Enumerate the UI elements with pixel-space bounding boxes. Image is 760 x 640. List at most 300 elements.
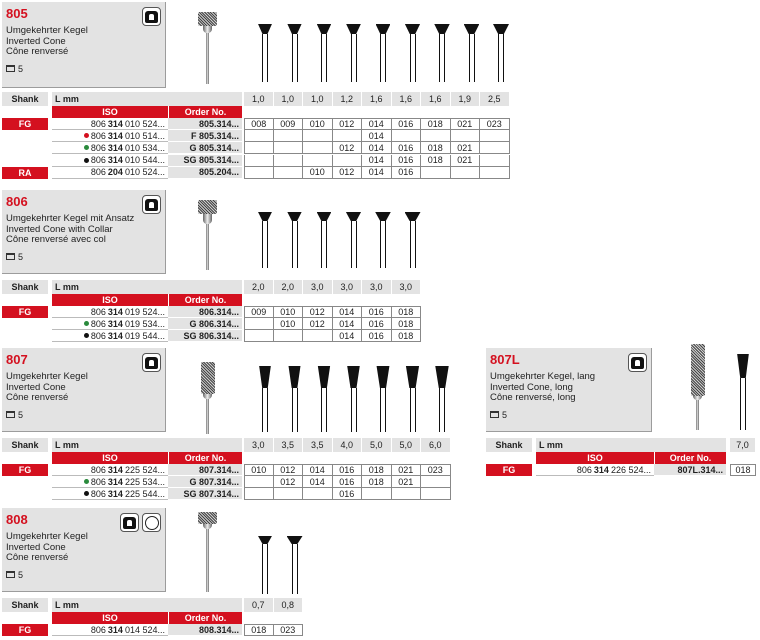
order-header: Order No. [168,106,242,118]
size-figure-icon [286,536,304,594]
figure-stem [321,34,327,82]
order-number: G 806.314... [168,318,242,330]
iso-part: 014 524... [124,624,165,635]
size-cell: 012 [333,142,363,154]
figure-tip [287,366,301,388]
figure-tip [346,366,361,388]
size-cell: 010 [303,118,333,130]
length-header: L mm [52,598,242,612]
size-cell [421,167,451,179]
length-value: 1,6 [392,92,422,106]
figure-tip [405,24,420,34]
iso-part: 806 [90,167,106,178]
figure-stem [351,34,357,82]
iso-part: 010 534... [124,142,165,153]
shank-type: FG [486,464,532,476]
package-icon [6,571,15,578]
size-cell: 018 [392,318,422,330]
handpiece-shape [145,357,158,369]
size-cell: 012 [333,118,363,130]
size-cell: 018 [392,330,422,342]
size-cell: 018 [421,118,451,130]
description-line: Umgekehrter Kegel [6,531,88,542]
size-cell: 010 [274,306,304,318]
product-number: 808 [6,512,28,527]
shank-header: Shank [2,438,48,452]
length-value: 3,5 [274,438,304,452]
figure-tip [375,366,390,388]
size-cell: 014 [362,118,392,130]
size-cell [333,130,363,142]
shank-header: Shank [486,438,532,452]
size-figure-icon [404,212,422,268]
size-cell: 018 [362,476,392,488]
size-cell: 021 [451,118,481,130]
product-description [490,372,595,404]
description-line: Cône renversé avec col [6,234,106,245]
bur-neck [203,26,212,33]
length-value: 5,0 [392,438,422,452]
size-cell [421,488,451,500]
iso-part-bold: 314 [107,118,123,129]
length-value: 1,6 [362,92,392,106]
package-icon [6,253,15,260]
bur-photo-icon [196,362,220,434]
size-cell [480,142,510,154]
bur-shaft [696,400,699,430]
figure-stem [380,221,386,268]
size-cell: 016 [362,306,392,318]
surgery-icon [142,513,161,532]
pack-quantity [6,252,23,262]
bur-head [198,512,217,524]
handpiece-shape [631,357,644,369]
description-line: Inverted Cone, long [490,381,573,393]
product-description [6,532,88,564]
figure-tip [346,24,361,34]
figure-stem [740,378,746,430]
grit-dot-icon [84,321,89,326]
figure-stem [498,34,504,82]
iso-number [52,167,168,179]
iso-part-bold: 314 [107,142,123,153]
iso-part: 010 524... [124,167,165,178]
size-cell: 021 [451,155,481,167]
iso-header: ISO [52,106,168,118]
size-cell [244,488,274,500]
description-line: Umgekehrter Kegel mit Ansatz [6,213,135,224]
bur-neck [203,214,212,224]
iso-part-bold: 314 [107,155,123,166]
bur-shaft [206,33,209,84]
iso-number [52,488,168,500]
size-cell: 012 [303,306,333,318]
iso-part: 019 544... [124,330,165,341]
length-value: 2,5 [480,92,510,106]
iso-header: ISO [536,452,654,464]
length-value: 5,0 [362,438,392,452]
figure-stem [439,34,445,82]
pack-quantity [6,410,23,420]
iso-part: 225 544... [124,488,165,499]
figure-stem [351,388,357,432]
package-icon [6,411,15,418]
size-cell: 016 [362,318,392,330]
size-figure-icon [404,366,422,432]
handpiece-shape [145,11,158,23]
size-cell: 009 [244,306,274,318]
pack-quantity [6,64,23,74]
length-value: 0,7 [244,598,274,612]
package-icon [490,411,499,418]
iso-part: 806 [90,318,106,329]
shank-header: Shank [2,92,48,106]
size-cell: 016 [392,155,422,167]
size-cell [244,476,274,488]
figure-stem [439,388,445,432]
size-cell: 018 [421,142,451,154]
size-cell: 014 [333,306,363,318]
iso-part: 806 [90,130,106,141]
size-figure-icon [374,24,392,82]
size-cell: 016 [392,167,422,179]
circle-shape [145,516,159,530]
grit-dot-icon [84,491,89,496]
size-figure-icon [286,366,304,432]
size-cell: 014 [362,142,392,154]
size-cell: 018 [392,306,422,318]
size-figure-icon [256,212,274,268]
figure-tip [346,212,361,221]
figure-stem [262,388,268,432]
order-number: 807L.314... [654,464,726,476]
figure-stem [380,388,386,432]
product-header-807 [2,348,166,432]
figure-stem [292,544,298,594]
length-value: 1,9 [451,92,481,106]
iso-part-bold: 314 [107,488,123,499]
figure-tip [405,366,421,388]
size-figure-icon [286,212,304,268]
length-header: L mm [52,280,242,294]
figure-tip [258,24,272,34]
size-cell [303,130,333,142]
iso-number [52,476,168,488]
size-cell [480,155,510,167]
size-figure-icon [315,212,333,268]
size-figure-icon [256,536,274,594]
size-cell: 012 [303,318,333,330]
size-cell [274,488,304,500]
iso-part-bold: 314 [107,624,123,635]
size-figure-icon [345,366,363,432]
description-line: Umgekehrter Kegel, lang [490,371,596,382]
iso-part: 806 [90,624,106,635]
iso-part: 806 [90,488,106,499]
description-line: Umgekehrter Kegel [6,25,88,36]
size-cell [244,155,274,167]
figure-tip [317,212,332,221]
size-cell: 016 [362,330,392,342]
iso-part-bold: 314 [593,464,609,475]
size-cell [421,130,451,142]
iso-number [52,318,168,330]
size-figure-icon [492,24,510,82]
order-number: 805.204... [168,167,242,179]
figure-tip [258,366,272,388]
handpiece-shape [123,517,136,529]
bur-head [201,362,215,394]
description-line: Cône renversé [6,46,69,57]
order-number: G 807.314... [168,476,242,488]
size-figure-icon [463,24,481,82]
iso-number [536,464,654,476]
size-cell: 012 [274,476,304,488]
bur-photo-icon [686,344,710,430]
size-figure-icon [256,24,274,82]
bur-shaft [206,399,209,434]
handpiece-icon [120,513,139,532]
size-cell: 021 [451,142,481,154]
figure-stem [380,34,386,82]
description-line: Inverted Cone with Collar [6,223,113,235]
grit-dot-icon [84,158,89,163]
size-cell: 021 [392,476,422,488]
figure-stem [321,388,327,432]
iso-number [52,464,168,476]
order-header: Order No. [168,294,242,306]
shank-type: FG [2,464,48,476]
size-cell [244,330,274,342]
pack-count: 5 [18,409,24,420]
size-figure-icon [734,354,752,430]
size-cell: 018 [421,155,451,167]
product-header-807L [486,348,652,432]
product-description [6,26,88,58]
handpiece-icon [142,353,161,372]
figure-tip [287,24,301,34]
size-cell: 016 [392,118,422,130]
iso-part-bold: 314 [107,476,123,487]
pack-quantity [490,410,507,420]
size-cell: 008 [244,118,274,130]
length-value: 3,0 [244,438,274,452]
description-line: Cône renversé, long [490,392,576,403]
iso-part: 225 534... [124,476,165,487]
size-cell: 014 [333,330,363,342]
product-header-805 [2,2,166,88]
iso-number [52,624,168,636]
order-number: SG 805.314... [168,155,242,167]
iso-part: 806 [90,142,106,153]
figure-stem [351,221,357,268]
size-cell [362,488,392,500]
bur-shaft [206,529,209,592]
length-value: 4,0 [333,438,363,452]
size-cell [392,488,422,500]
size-figure-icon [374,366,392,432]
length-header: L mm [536,438,726,452]
iso-number [52,118,168,130]
iso-part: 806 [90,155,106,166]
iso-part: 806 [90,464,106,475]
size-cell: 014 [303,476,333,488]
bur-head [691,344,705,396]
size-cell [421,476,451,488]
size-cell [303,142,333,154]
iso-part: 226 524... [610,464,651,475]
size-cell: 014 [362,155,392,167]
order-number: 806.314... [168,306,242,318]
iso-header: ISO [52,612,168,624]
size-cell [392,130,422,142]
size-cell [244,167,274,179]
iso-number [52,142,168,154]
pack-count: 5 [18,63,24,74]
bur-neck [203,524,212,529]
description-line: Cône renversé [6,392,69,403]
size-figure-icon [345,24,363,82]
figure-tip [405,212,421,221]
length-value: 1,2 [333,92,363,106]
grit-dot-icon [84,333,89,338]
size-cell: 012 [333,167,363,179]
handpiece-icon [628,353,647,372]
order-number: 808.314... [168,624,242,636]
figure-stem [262,221,268,268]
size-cell [480,167,510,179]
figure-tip [375,212,391,221]
length-value: 1,0 [244,92,274,106]
length-value: 3,0 [362,280,392,294]
size-cell: 016 [392,142,422,154]
size-figure-icon [315,366,333,432]
size-cell: 016 [333,476,363,488]
iso-part: 806 [90,306,106,317]
shank-header: Shank [2,280,48,294]
iso-part-bold: 314 [107,318,123,329]
order-number: SG 806.314... [168,330,242,342]
handpiece-icon [142,7,161,26]
iso-part: 806 [576,464,592,475]
length-value: 3,0 [303,280,333,294]
grit-dot-icon [84,479,89,484]
size-cell: 012 [274,464,304,476]
pack-count: 5 [502,409,508,420]
order-header: Order No. [654,452,726,464]
size-cell [451,167,481,179]
iso-part: 010 514... [124,130,165,141]
product-number: 806 [6,194,28,209]
product-header-808 [2,508,166,592]
iso-part: 019 524... [124,306,165,317]
length-value: 2,0 [244,280,274,294]
size-cell: 016 [333,488,363,500]
order-number: 807.314... [168,464,242,476]
size-cell [480,130,510,142]
size-figure-icon [433,24,451,82]
pack-count: 5 [18,251,24,262]
figure-stem [410,221,416,268]
iso-part-bold: 314 [107,306,123,317]
description-line: Inverted Cone [6,381,66,393]
length-value: 1,6 [421,92,451,106]
grit-dot-icon [84,133,89,138]
iso-part: 806 [90,118,106,129]
size-cell: 018 [730,464,756,476]
size-cell [451,130,481,142]
pack-quantity [6,570,23,580]
figure-stem [321,221,327,268]
order-number: 805.314... [168,118,242,130]
size-cell [274,155,304,167]
figure-tip [258,536,272,544]
shank-type: FG [2,306,48,318]
iso-part-bold: 314 [107,330,123,341]
order-header: Order No. [168,452,242,464]
size-cell: 018 [244,624,274,636]
order-number: G 805.314... [168,142,242,154]
size-cell [244,318,274,330]
iso-number [52,306,168,318]
size-cell: 021 [392,464,422,476]
size-cell: 023 [480,118,510,130]
size-cell: 014 [362,130,392,142]
size-cell [303,488,333,500]
description-line: Cône renversé [6,552,69,563]
size-cell: 010 [244,464,274,476]
figure-tip [317,366,332,388]
size-cell: 018 [362,464,392,476]
product-number: 805 [6,6,28,21]
figure-stem [292,34,298,82]
iso-number [52,155,168,167]
bur-shaft [206,224,209,270]
description-line: Inverted Cone [6,35,66,47]
size-cell [274,142,304,154]
order-number: SG 807.314... [168,488,242,500]
size-cell [244,130,274,142]
length-value: 6,0 [421,438,451,452]
size-figure-icon [433,366,451,432]
grit-dot-icon [84,145,89,150]
iso-number [52,330,168,342]
iso-part-bold: 204 [107,167,123,178]
size-figure-icon [315,24,333,82]
shank-type: FG [2,118,48,130]
figure-stem [262,34,268,82]
figure-stem [292,388,298,432]
length-value: 2,0 [274,280,304,294]
product-number: 807 [6,352,28,367]
iso-header: ISO [52,294,168,306]
product-header-806 [2,190,166,274]
figure-tip [493,24,509,34]
size-cell [274,130,304,142]
product-number: 807L [490,352,520,367]
figure-tip [287,212,301,221]
iso-header: ISO [52,452,168,464]
length-value: 0,8 [274,598,304,612]
size-cell: 010 [274,318,304,330]
size-figure-icon [286,24,304,82]
length-value: 1,0 [303,92,333,106]
figure-tip [434,366,450,388]
iso-part: 225 524... [124,464,165,475]
description-line: Umgekehrter Kegel [6,371,88,382]
figure-stem [410,388,416,432]
iso-part: 010 524... [124,118,165,129]
